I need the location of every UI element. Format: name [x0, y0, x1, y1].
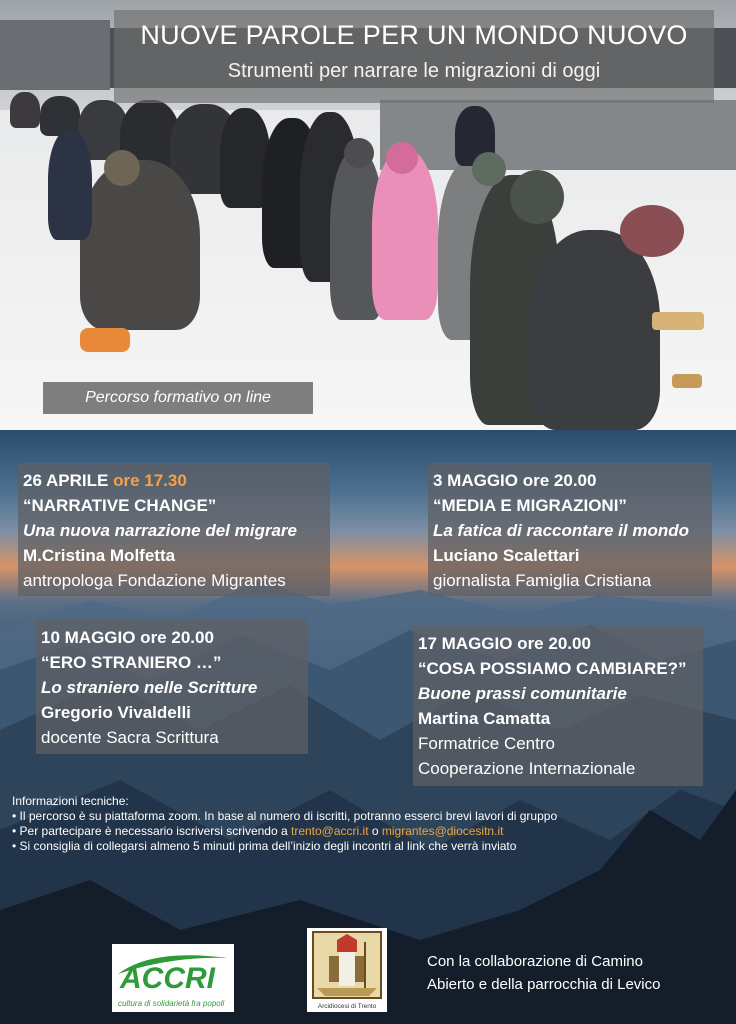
- event-date: 3 MAGGIO ore 20.00: [433, 471, 597, 490]
- event-title: “NARRATIVE CHANGE”: [23, 496, 217, 515]
- accri-tagline: cultura di solidarietà fra popoli: [118, 999, 225, 1008]
- collaboration-note: [427, 950, 660, 996]
- info-item-connect: • Si consiglia di collegarsi almeno 5 minuti prima dell’inizio degli incontri al link che verrà inviato: [12, 839, 517, 853]
- event-speaker-role: giornalista Famiglia Cristiana: [433, 571, 652, 590]
- event-date: 26 APRILE: [23, 471, 109, 490]
- collab-line: Abierto e della parrocchia di Levico: [427, 976, 661, 993]
- event-date: 10 MAGGIO ore 20.00: [41, 628, 214, 647]
- info-item-registration: [12, 824, 557, 839]
- event-speaker: M.Cristina Molfetta: [23, 546, 176, 565]
- arcidiocesi-logo: [307, 928, 387, 1012]
- event-card-2: [428, 463, 712, 596]
- accri-logo-text: ACCRI: [120, 962, 215, 995]
- technical-info: [12, 794, 557, 854]
- event-card-3: [36, 620, 308, 754]
- page-title: NUOVE PAROLE PER UN MONDO NUOVO: [140, 20, 688, 50]
- event-topic: Buone prassi comunitarie: [418, 684, 627, 703]
- wall: [380, 100, 736, 170]
- email-link-migrantes[interactable]: migrantes@diocesitn.it: [381, 824, 504, 838]
- event-topic: Lo straniero nelle Scritture: [41, 678, 258, 697]
- event-topic: La fatica di raccontare il mondo: [433, 521, 690, 540]
- event-card-4: [413, 626, 703, 786]
- event-speaker-role: docente Sacra Scrittura: [41, 728, 219, 747]
- event-title: “COSA POSSIAMO CAMBIARE?”: [418, 659, 687, 678]
- event-time: ore 17.30: [113, 471, 187, 490]
- accri-logo: [112, 944, 234, 1012]
- info-text: • Per partecipare è necessario iscriversi scrivendo a: [12, 824, 291, 838]
- info-text: o: [368, 824, 382, 838]
- event-speaker: Gregorio Vivaldelli: [41, 703, 191, 722]
- event-title: “ERO STRANIERO …”: [41, 653, 222, 672]
- bishop-emblem-icon: [307, 928, 387, 1012]
- info-item-platform: • Il percorso è su piattaforma zoom. In base al numero di iscritti, potranno esserci brevi lavori di gruppo: [12, 809, 558, 823]
- event-topic: Una nuova narrazione del migrare: [23, 521, 297, 540]
- event-card-1: [18, 463, 330, 596]
- building-left: [0, 20, 110, 90]
- event-date: 17 MAGGIO ore 20.00: [418, 634, 591, 653]
- collab-line: Con la collaborazione di Camino: [427, 953, 643, 970]
- event-speaker-role: antropologa Fondazione Migrantes: [23, 571, 286, 590]
- info-heading: Informazioni tecniche:: [12, 794, 129, 808]
- event-title: “MEDIA E MIGRAZIONI”: [433, 496, 627, 515]
- event-speaker-role: Cooperazione Internazionale: [418, 759, 636, 778]
- arcidiocesi-label: Arcidiocesi di Trento: [317, 1003, 377, 1010]
- email-link-accri[interactable]: trento@accri.it: [290, 824, 369, 838]
- event-speaker: Luciano Scalettari: [433, 546, 580, 565]
- event-speaker: Martina Camatta: [418, 709, 551, 728]
- accri-logo-icon: [112, 944, 234, 1012]
- event-speaker-role: Formatrice Centro: [418, 734, 555, 753]
- page-subtitle: Strumenti per narrare le migrazioni di oggi: [227, 60, 601, 82]
- online-course-badge: Percorso formativo on line: [43, 382, 313, 414]
